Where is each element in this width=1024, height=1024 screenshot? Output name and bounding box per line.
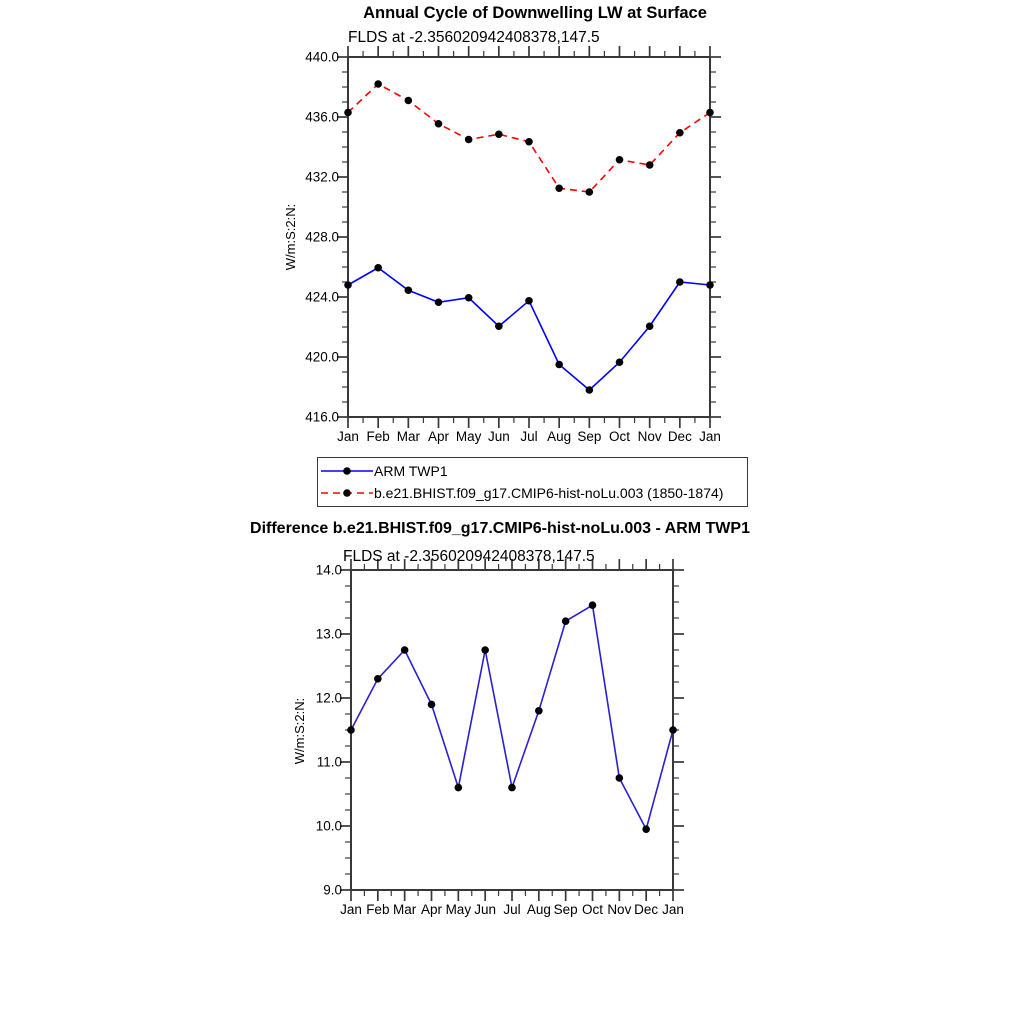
x-tick-label: Sep (577, 429, 602, 444)
data-point-marker (676, 278, 684, 286)
data-point-marker (676, 129, 684, 137)
annual-cycle-y-axis-label: W/m:S:2:N: (283, 203, 298, 271)
annual-cycle-chart (305, 46, 721, 444)
data-point-marker (508, 784, 516, 792)
legend-row-arm-twp1 (318, 461, 747, 481)
axis-frame (348, 57, 710, 417)
data-point-marker (555, 184, 563, 192)
x-tick-label: Dec (634, 902, 659, 917)
x-tick-label: Jan (337, 429, 359, 444)
legend-label: b.e21.BHIST.f09_g17.CMIP6-hist-noLu.003 (1850-1874) (374, 485, 724, 502)
x-tick-label: Sep (553, 902, 578, 917)
difference-title: Difference b.e21.BHIST.f09_g17.CMIP6-hist-noLu.003 - ARM TWP1 (250, 520, 750, 537)
data-point-marker (525, 138, 533, 146)
legend-sample-marker (343, 490, 351, 498)
data-point-marker (495, 322, 503, 330)
x-tick-label: May (445, 902, 472, 917)
annual-cycle-subtitle: FLDS at -2.356020942408378,147.5 (348, 29, 600, 46)
x-tick-label: Oct (608, 429, 631, 444)
y-tick-label: 416.0 (305, 409, 339, 425)
data-point-marker (616, 358, 624, 366)
data-point-marker (495, 130, 503, 138)
data-point-marker (347, 726, 355, 734)
legend-sample-marker (343, 467, 351, 475)
data-point-marker (455, 784, 463, 792)
y-tick-label: 432.0 (305, 169, 339, 185)
data-point-marker (555, 361, 563, 369)
data-point-marker (405, 97, 413, 105)
difference-chart (316, 559, 684, 917)
legend-label: ARM TWP1 (374, 462, 448, 479)
x-tick-label: Jan (340, 902, 362, 917)
series-line (348, 268, 710, 390)
data-point-marker (586, 386, 594, 394)
x-tick-label: Mar (393, 902, 417, 917)
y-tick-label: 424.0 (305, 289, 339, 305)
data-point-marker (344, 109, 352, 117)
x-tick-label: Apr (420, 902, 443, 917)
data-point-marker (401, 646, 409, 654)
difference-subtitle: FLDS at -2.356020942408378,147.5 (343, 548, 595, 565)
x-tick-label: Mar (396, 429, 420, 444)
data-point-marker (706, 281, 714, 289)
legend-box (317, 457, 748, 507)
data-point-marker (646, 161, 654, 169)
x-tick-label: Nov (607, 902, 632, 917)
data-point-marker (706, 109, 714, 117)
y-tick-label: 428.0 (305, 229, 339, 245)
x-tick-label: Apr (427, 429, 450, 444)
data-point-marker (465, 294, 473, 302)
data-point-marker (435, 120, 443, 128)
data-point-marker (589, 601, 597, 609)
axis-frame (351, 570, 673, 890)
data-point-marker (616, 156, 624, 164)
data-point-marker (586, 188, 594, 196)
legend-row-model-run (318, 483, 747, 503)
annual-cycle-title: Annual Cycle of Downwelling LW at Surface (363, 4, 707, 22)
y-tick-label: 440.0 (305, 49, 339, 65)
legend-line-sample-icon (320, 464, 374, 478)
data-point-marker (435, 298, 443, 306)
x-tick-label: Dec (667, 429, 692, 444)
x-tick-label: Jan (662, 902, 684, 917)
x-tick-label: Jan (699, 429, 721, 444)
data-point-marker (535, 707, 543, 715)
data-point-marker (669, 726, 677, 734)
x-tick-label: Aug (526, 902, 551, 917)
x-tick-label: Oct (581, 902, 604, 917)
x-tick-label: May (455, 429, 482, 444)
data-point-marker (344, 281, 352, 289)
data-point-marker (428, 701, 436, 709)
y-tick-label: 11.0 (316, 754, 342, 770)
x-tick-label: Jul (520, 429, 538, 444)
data-point-marker (405, 286, 413, 294)
x-tick-label: Feb (366, 429, 390, 444)
data-point-marker (374, 80, 382, 88)
data-point-marker (562, 617, 570, 625)
data-point-marker (481, 646, 489, 654)
x-tick-label: Aug (547, 429, 572, 444)
data-point-marker (646, 322, 654, 330)
y-tick-label: 10.0 (315, 818, 342, 834)
y-tick-label: 420.0 (305, 349, 339, 365)
y-tick-label: 13.0 (315, 626, 342, 642)
x-tick-label: Jun (474, 902, 497, 917)
x-tick-label: Jun (487, 429, 510, 444)
y-tick-label: 12.0 (315, 690, 342, 706)
legend-line-sample-icon (320, 486, 374, 500)
data-point-marker (374, 264, 382, 272)
y-tick-label: 14.0 (315, 562, 342, 578)
y-tick-label: 436.0 (305, 109, 339, 125)
series-line (351, 605, 673, 829)
x-tick-label: Feb (366, 902, 390, 917)
data-point-marker (642, 825, 650, 833)
data-point-marker (616, 774, 624, 782)
y-tick-label: 9.0 (323, 882, 342, 898)
x-tick-label: Nov (637, 429, 662, 444)
difference-y-axis-label: W/m:S:2:N: (292, 697, 307, 765)
data-point-marker (465, 136, 473, 144)
data-point-marker (374, 675, 382, 683)
x-tick-label: Jul (503, 902, 521, 917)
data-point-marker (525, 297, 533, 305)
